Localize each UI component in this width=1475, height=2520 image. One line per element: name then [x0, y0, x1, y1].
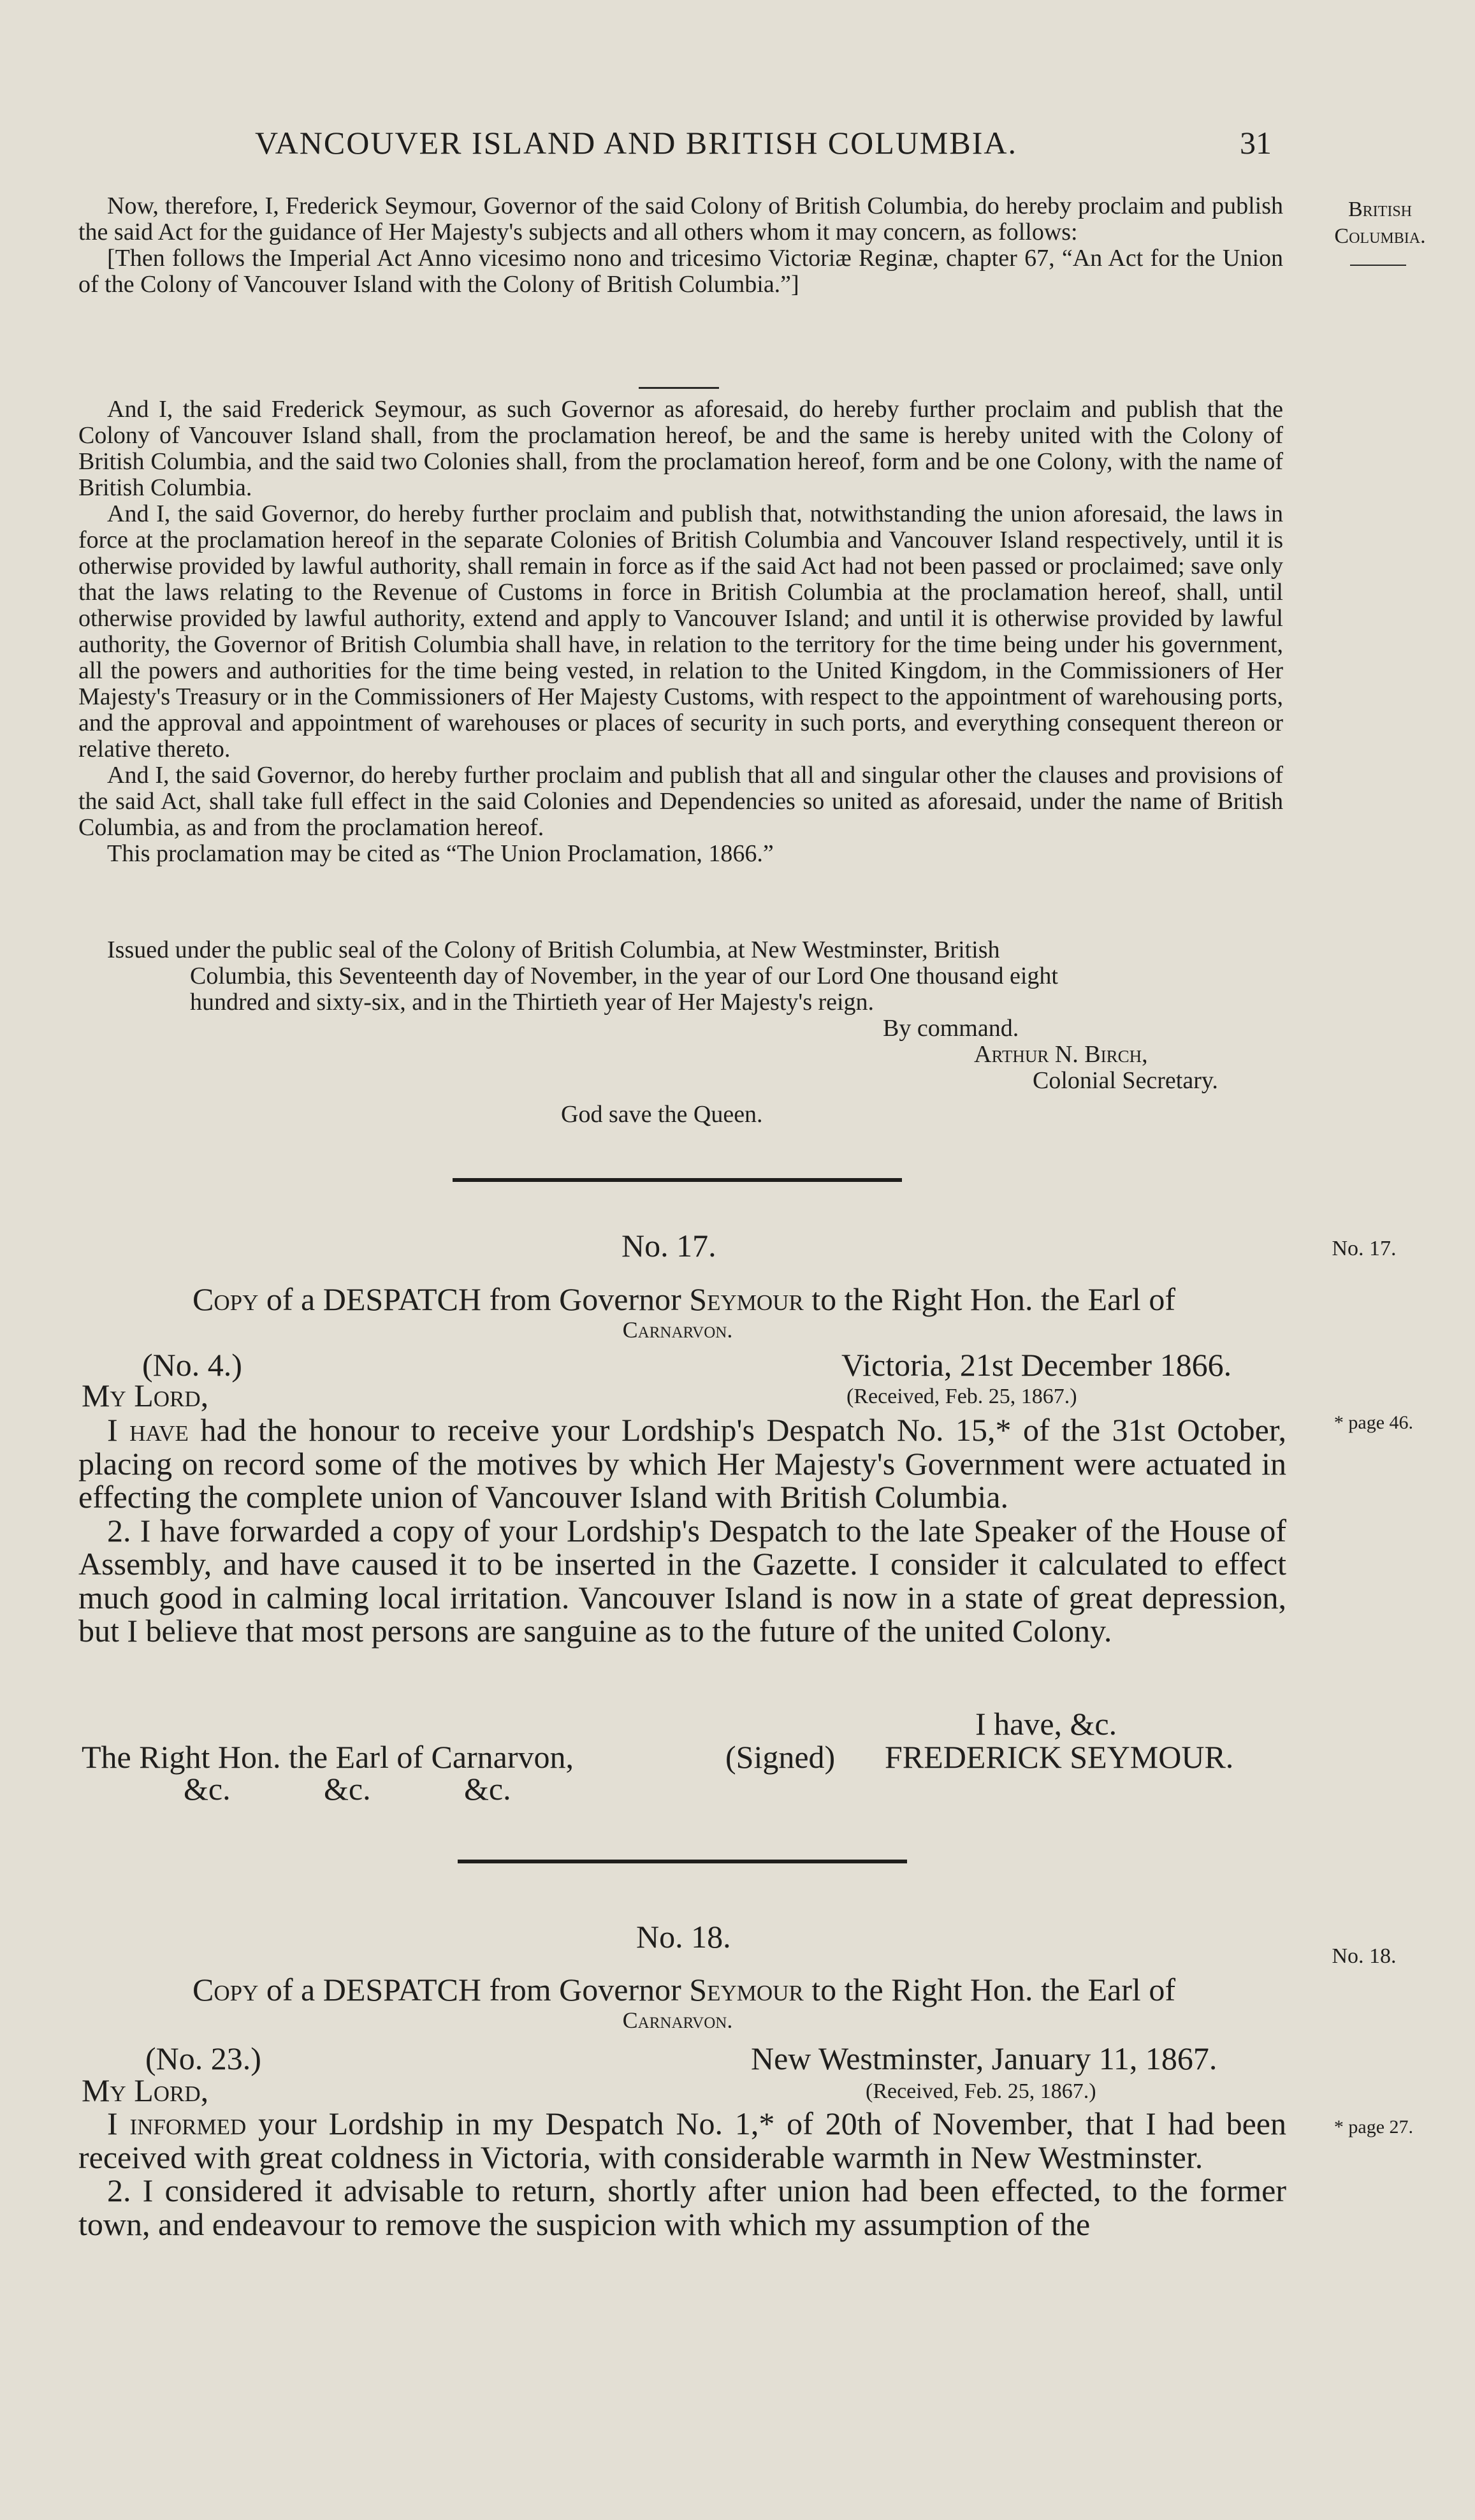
issued-line: hundred and sixty-six, and in the Thirtieth year of Her Majesty's reign.	[190, 989, 875, 1016]
margin-british: British	[1348, 198, 1412, 221]
proclamation-paragraph: [Then follows the Imperial Act Anno vicesimo nono and tricesimo Victoriæ Reginæ, chapter 67, “An Act for the Union of the Colony of Vancouver Island with the Colony of British Columbia.”]	[78, 245, 1283, 298]
section-divider-thick	[458, 1860, 907, 1863]
margin-page46: * page 46.	[1333, 1412, 1414, 1433]
proclamation-paragraph: And I, the said Frederick Seymour, as such Governor as aforesaid, do hereby further proclaim and publish that the Colony of Vancouver Island shall, from the proclamation hereof, be and the same is hereby united with the Colony of British Columbia, and the said two Colonies shall, from the proclamation hereof, form and be one Colony, with the name of British Columbia.	[78, 396, 1283, 501]
despatch-number: No. 18.	[636, 1919, 731, 1955]
running-title: VANCOUVER ISLAND AND BRITISH COLUMBIA.	[255, 125, 1017, 161]
proclamation-paragraph: And I, the said Governor, do hereby further proclaim and publish that, notwithstanding the union aforesaid, the laws in force at the proclamation hereof in the separate Colonies of British Columbia and Vancouver Island respectively, until it is otherwise provided by lawful authority, shall remain in force as if the said Act had not been passed or proclaimed; save only that the laws relating to the Revenue of Customs in force in British Columbia at the proclamation hereof, shall, until otherwise provided by lawful authority, extend and apply to Vancouver Island; and until it is otherwise provided by lawful authority, the Governor of British Columbia shall have, in relation to the territory for the time being under his government, all the powers and authorities for the time being vested, in relation to the United Kingdom, in the Commissioners of Her Majesty's Treasury or in the Commissioners of Her Majesty Customs, with respect to the appointment of warehousing ports, and the approval and appointment of warehouses or places of security in such ports, and everything consequent thereon or relative thereto.	[78, 500, 1283, 762]
paragraph-lead: I have	[107, 1412, 189, 1448]
despatch-number: No. 17.	[621, 1228, 716, 1264]
page-number: 31	[1240, 125, 1272, 161]
place-date: Victoria, 21st December 1866.	[841, 1347, 1232, 1383]
despatch-paragraph: 2. I have forwarded a copy of your Lordship's Despatch to the late Speaker of the House of Assembly, and have caused it to be inserted in the Gazette. I consider it calculated to effect much good in calming local irritation. Vancouver Island is now in a state of great depression, but I believe that most persons are sanguine as to the future of the united Colony.	[78, 1512, 1286, 1649]
received-date: (Received, Feb. 25, 1867.)	[846, 1385, 1077, 1408]
signer-title: Colonial Secretary.	[1033, 1067, 1218, 1094]
heading-seymour: Seymour	[689, 1972, 804, 2007]
heading-copy: Copy	[193, 1972, 259, 2007]
heading-mid: of a DESPATCH from Governor	[266, 1972, 681, 2007]
paragraph-lead: I informed	[107, 2106, 247, 2141]
etc: &c.	[464, 1771, 511, 1807]
margin-columbia: Columbia.	[1334, 224, 1426, 248]
etc: &c.	[184, 1771, 231, 1807]
signer-name: Arthur N. Birch,	[974, 1041, 1148, 1068]
god-save-the-queen: God save the Queen.	[561, 1101, 763, 1128]
despatch-paragraph	[78, 1413, 1286, 1514]
margin-no17: No. 17.	[1332, 1237, 1397, 1260]
by-command: By command.	[883, 1015, 1019, 1042]
signature: FREDERICK SEYMOUR.	[885, 1739, 1234, 1775]
proclamation-top	[78, 193, 1283, 298]
despatch-paragraph	[78, 2107, 1286, 2174]
despatch-ref: (No. 4.)	[142, 1347, 242, 1383]
received-date: (Received, Feb. 25, 1867.)	[866, 2079, 1096, 2103]
section-divider-thick	[453, 1178, 902, 1182]
heading-mid: of a DESPATCH from Governor	[266, 1281, 681, 1317]
heading-carnarvon: Carnarvon.	[622, 1317, 733, 1343]
margin-no18: No. 18.	[1332, 1944, 1397, 1968]
paragraph-text: your Lordship in my Despatch No. 1,* of 20th of November, that I had been received with great coldness in Victoria, with considerable warmth in New Westminster.	[78, 2106, 1286, 2175]
despatch-heading	[78, 1283, 1290, 1316]
heading-carnarvon: Carnarvon.	[622, 2007, 733, 2033]
proclamation-paragraph: This proclamation may be cited as “The Union Proclamation, 1866.”	[107, 840, 774, 867]
issued-line: Issued under the public seal of the Colony of British Columbia, at New Westminster, British	[107, 936, 1000, 963]
despatch-body	[78, 1413, 1286, 1648]
heading-copy: Copy	[193, 1281, 259, 1317]
despatch-ref: (No. 23.)	[145, 2041, 261, 2076]
place-date: New Westminster, January 11, 1867.	[751, 2041, 1217, 2076]
margin-rule	[1350, 265, 1406, 266]
heading-rest: to the Right Hon. the Earl of	[811, 1281, 1175, 1317]
section-divider	[639, 387, 719, 389]
etc: &c.	[324, 1771, 371, 1807]
signed-label: (Signed)	[725, 1739, 836, 1775]
proclamation-paragraph: Now, therefore, I, Frederick Seymour, Governor of the said Colony of British Columbia, do hereby proclaim and publish the said Act for the guidance of Her Majesty's subjects and all others whom it may concern, as follows:	[78, 193, 1283, 245]
proclamation-body	[78, 397, 1283, 867]
heading-seymour: Seymour	[689, 1281, 804, 1317]
heading-rest: to the Right Hon. the Earl of	[811, 1972, 1175, 2007]
issued-line: Columbia, this Seventeenth day of November, in the year of our Lord One thousand eight	[190, 963, 1058, 989]
proclamation-paragraph: And I, the said Governor, do hereby further proclaim and publish that all and singular other the clauses and provisions of the said Act, shall take full effect in the said Colonies and Dependencies so united as aforesaid, under the name of British Columbia, as and from the proclamation hereof.	[78, 762, 1283, 841]
paragraph-text: had the honour to receive your Lordship's Despatch No. 15,* of the 31st October, placing on record some of the motives by which Her Majesty's Government were actuated in effecting the complete union of Vancouver Island with British Columbia.	[78, 1412, 1286, 1515]
despatch-paragraph: 2. I considered it advisable to return, shortly after union had been effected, to the former town, and endeavour to remove the suspicion with which my assumption of the	[78, 2173, 1286, 2242]
salutation: My Lord,	[82, 1378, 209, 1413]
despatch-body	[78, 2107, 1286, 2241]
salutation: My Lord,	[82, 2072, 209, 2108]
despatch-heading	[78, 1973, 1290, 2007]
margin-page27: * page 27.	[1333, 2116, 1414, 2138]
closing: I have, &c.	[975, 1706, 1117, 1742]
addressee: The Right Hon. the Earl of Carnarvon,	[82, 1739, 574, 1775]
